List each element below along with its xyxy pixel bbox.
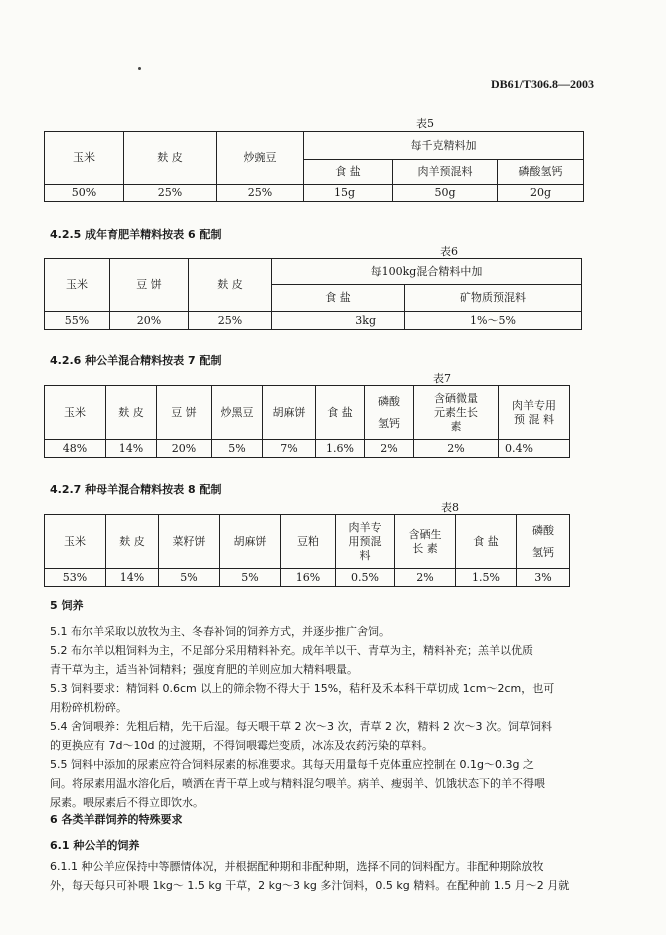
t7-h-flaxcake: 胡麻饼 bbox=[263, 386, 316, 440]
table5-caption: 表5 bbox=[416, 117, 434, 130]
t7-h-cake: 豆 饼 bbox=[157, 386, 212, 440]
t7-cell: 5% bbox=[212, 440, 263, 458]
t6-cell: 20% bbox=[110, 312, 189, 330]
t5-cell: 15g bbox=[304, 185, 393, 202]
section-5: 5 饲养 bbox=[50, 599, 84, 612]
t5-h-premix: 肉羊预混料 bbox=[393, 160, 498, 185]
para-5-5-line2: 间。将尿素用温水溶化后，喷洒在青干草上或与精料混匀喂羊。病羊、瘦弱羊、饥饿状态下的羊不得喂 bbox=[50, 777, 545, 790]
t6-h-mineral: 矿物质预混料 bbox=[405, 285, 582, 312]
t5-h-pea: 炒豌豆 bbox=[217, 132, 304, 185]
t8-h-premix: 肉羊专 用预混 料 bbox=[336, 515, 395, 569]
para-5-4-line1: 5.4 舍饲喂养：先粗后精，先干后湿。每天喂干草 2 次～3 次，青草 2 次，精料 2 次～3 次。饲草饲料 bbox=[50, 720, 552, 733]
t6-h-bran: 麸 皮 bbox=[189, 259, 272, 312]
t5-h-bran: 麸 皮 bbox=[124, 132, 217, 185]
t8-cell: 5% bbox=[220, 569, 281, 587]
section-4-2-7: 4.2.7 种母羊混合精料按表 8 配制 bbox=[50, 483, 222, 496]
speck bbox=[138, 67, 141, 70]
table7-caption: 表7 bbox=[433, 372, 451, 385]
t7-h-premix: 肉羊专用 预 混 料 bbox=[499, 386, 570, 440]
t7-h-salt: 食 盐 bbox=[316, 386, 365, 440]
t8-h-corn: 玉米 bbox=[45, 515, 106, 569]
document-code: DB61/T306.8—2003 bbox=[490, 77, 594, 91]
para-5-3-line1: 5.3 饲料要求：精饲料 0.6cm 以上的筛余物不得大于 15%，秸秆及禾本科干草切成 1cm～2cm，也可 bbox=[50, 682, 555, 695]
t7-cell: 48% bbox=[45, 440, 106, 458]
table6-caption: 表6 bbox=[440, 245, 458, 258]
t7-h-selenium: 含硒微量 元素生长 素 bbox=[414, 386, 499, 440]
t7-h-corn: 玉米 bbox=[45, 386, 106, 440]
t8-h-rapecake: 菜籽饼 bbox=[159, 515, 220, 569]
para-5-1: 5.1 布尔羊采取以放牧为主、冬春补饲的饲养方式，并逐步推广舍饲。 bbox=[50, 625, 390, 638]
para-5-2-line2: 青干草为主，适当补饲精料；强度育肥的羊则应加大精料喂量。 bbox=[50, 663, 358, 676]
t8-h-bran: 麸 皮 bbox=[106, 515, 159, 569]
t7-cell: 20% bbox=[157, 440, 212, 458]
t8-cell: 16% bbox=[281, 569, 336, 587]
t5-cell: 50% bbox=[45, 185, 124, 202]
t7-h-phosphate: 磷酸 氢钙 bbox=[365, 386, 414, 440]
t8-cell: 0.5% bbox=[336, 569, 395, 587]
t6-h-group: 每100kg混合精料中加 bbox=[272, 259, 582, 285]
section-4-2-6: 4.2.6 种公羊混合精料按表 7 配制 bbox=[50, 354, 222, 367]
t5-cell: 25% bbox=[217, 185, 304, 202]
t8-cell: 5% bbox=[159, 569, 220, 587]
table5 bbox=[44, 131, 584, 202]
para-5-5-line3: 尿素。喂尿素后不得立即饮水。 bbox=[50, 796, 204, 809]
t6-h-salt: 食 盐 bbox=[272, 285, 405, 312]
t8-h-soymeal: 豆粕 bbox=[281, 515, 336, 569]
t7-cell: 2% bbox=[365, 440, 414, 458]
t8-cell: 2% bbox=[395, 569, 456, 587]
table6 bbox=[44, 258, 582, 330]
table8 bbox=[44, 514, 570, 587]
para-5-5-line1: 5.5 饲料中添加的尿素应符合饲料尿素的标准要求。其每天用量每千克体重应控制在 0.1g～0.3g 之 bbox=[50, 758, 534, 771]
section-4-2-5: 4.2.5 成年育肥羊精料按表 6 配制 bbox=[50, 228, 222, 241]
t8-cell: 3% bbox=[517, 569, 570, 587]
t8-h-flaxcake: 胡麻饼 bbox=[220, 515, 281, 569]
para-5-4-line2: 的更换应有 7d～10d 的过渡期，不得饲喂霉烂变质，冰冻及农药污染的草料。 bbox=[50, 739, 433, 752]
section-6-1-1-body bbox=[50, 857, 590, 895]
t8-h-salt: 食 盐 bbox=[456, 515, 517, 569]
t7-cell: 14% bbox=[106, 440, 157, 458]
t7-h-bran: 麸 皮 bbox=[106, 386, 157, 440]
t8-cell: 14% bbox=[106, 569, 159, 587]
section-6: 6 各类羊群饲养的特殊要求 bbox=[50, 813, 183, 826]
t8-cell: 1.5% bbox=[456, 569, 517, 587]
t5-cell: 50g bbox=[393, 185, 498, 202]
t5-cell: 20g bbox=[498, 185, 584, 202]
t8-h-phosphate: 磷酸 氢钙 bbox=[517, 515, 570, 569]
section-5-body bbox=[50, 622, 590, 812]
para-5-2-line1: 5.2 布尔羊以粗饲料为主，不足部分采用精料补充。成年羊以干、青草为主，精料补充；羔羊以优质 bbox=[50, 644, 533, 657]
table8-caption: 表8 bbox=[441, 501, 459, 514]
para-6-1-1-line2: 外，每天每只可补喂 1kg～ 1.5 kg 干草，2 kg～3 kg 多汁饲料，0.5 kg 精料。在配种前 1.5 月～2 月就 bbox=[50, 879, 570, 892]
t5-h-salt: 食 盐 bbox=[304, 160, 393, 185]
t6-cell: 1%～5% bbox=[405, 312, 582, 330]
t6-cell: 25% bbox=[189, 312, 272, 330]
t7-cell: 1.6% bbox=[316, 440, 365, 458]
t7-h-blackbean: 炒黑豆 bbox=[212, 386, 263, 440]
t8-h-selenium: 含硒生 长 素 bbox=[395, 515, 456, 569]
table7 bbox=[44, 385, 570, 458]
t6-h-corn: 玉米 bbox=[45, 259, 110, 312]
t8-cell: 53% bbox=[45, 569, 106, 587]
t5-h-phosphate: 磷酸氢钙 bbox=[498, 160, 584, 185]
t5-h-group: 每千克精料加 bbox=[304, 132, 584, 160]
para-6-1-1-line1: 6.1.1 种公羊应保持中等膘情体况，并根据配种期和非配种期，选择不同的饲料配方。非配种期除放牧 bbox=[50, 860, 544, 873]
para-5-3-line2: 用粉碎机粉碎。 bbox=[50, 701, 127, 714]
t5-h-corn: 玉米 bbox=[45, 132, 124, 185]
section-6-1: 6.1 种公羊的饲养 bbox=[50, 839, 140, 852]
t6-cell: 55% bbox=[45, 312, 110, 330]
t6-h-cake: 豆 饼 bbox=[110, 259, 189, 312]
t6-cell: 3kg bbox=[272, 312, 405, 330]
t7-cell: 7% bbox=[263, 440, 316, 458]
t5-cell: 25% bbox=[124, 185, 217, 202]
t7-cell: 0.4% bbox=[499, 440, 570, 458]
t7-cell: 2% bbox=[414, 440, 499, 458]
